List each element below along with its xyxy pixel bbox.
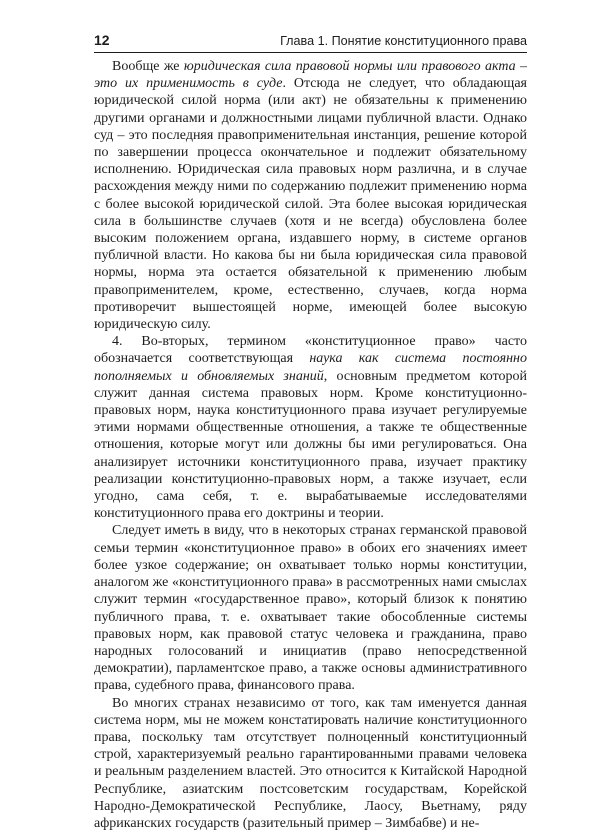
paragraph-1-text-before: Вообще же — [112, 59, 184, 74]
paragraph-2-text-after: , основным предметом которой служит данная система правовых норм. Кроме конституционно-правовых норм, наука конституционного права изучает регулируемые этими нормами общественные отношения, а также те общественные отношения, которые могут или должны бы ими регулироваться. Она анализирует источники конституционного права, изучает практику реализации конституционно-правовых норм, а также изучает, если угодно, сама себя, т. е. вырабатываемые исследователями конституционного права его доктрины и теории. — [94, 368, 528, 522]
page-header — [94, 30, 527, 53]
body-text — [94, 58, 527, 832]
paragraph-3-text: Следует иметь в виду, что в некоторых странах германской правовой семьи термин «конституционное право» в обоих его значениях имеет более узкое содержание; он охватывает только нормы конституции, аналогом же «конституционного права» в рассмотренных нами смыслах служит термин «государственное право», который близок к понятию публичного права, т. е. охватывает такие обособленные системы правовых норм, как правовой статус человека и гражданина, право народных голосований и инициатив (право непосредственной демократии), парламентское право, а также основы административного права, судебного права, финансового права. — [94, 523, 527, 694]
paragraph-4 — [94, 695, 527, 832]
page-number: 12 — [94, 32, 110, 48]
paragraph-2-text-before: 4. Во-вторых, термином «конституционное право» часто обозначается соответствующая — [94, 334, 527, 367]
paragraph-1-text-after: . Отсюда не следует, что обладающая юридической силой норма (или акт) не обязательны к применению другими органами и должностными лицами публичной власти. Однако суд – это последняя правоприменительная инстанция, решение которой по завершении процесса окончательное и подлежит обязательному исполнению. Юридическая сила правовых норм различна, и в случае расхождения между ними по содержанию подлежит применению норма с более высокой юридической силой. Эта более высокая юридическая сила в большинстве случаев (хотя и не всегда) обусловлена более высоким положением органа, издавшего норму, в системе органов публичной власти. Но какова бы ни была юридическая сила правовой нормы, норма эта остается обязательной к применению любым правоприменителем, кроме, естественно, случаев, когда норма противоречит вышестоящей норме, имеющей более высокую юридическую силу. — [94, 76, 527, 333]
paragraph-2-emphasis: наука как система постоянно пополняемых и обновляемых знаний — [94, 351, 527, 384]
paragraph-1-emphasis: юридическая сила правовой нормы или правового акта – это их применимость в суде — [94, 59, 527, 92]
running-title: Глава 1. Понятие конституционного права — [280, 34, 527, 48]
paragraph-4-text: Во многих странах независимо от того, как там именуется данная система норм, мы не можем констатировать наличие конституционного права, поскольку там отсутствует полноценный конституционный строй, характеризуемый реально гарантированными правами человека и реальным разделением властей. Это относится к Китайской Народной Республике, азиатским постсоветским государствам, Корейской Народно-Демократической Республике, Лаосу, Вьетнаму, ряду африканских государств (разительный пример – Зимбабве) и не- — [94, 695, 527, 831]
paragraph-1 — [94, 58, 527, 333]
paragraph-2 — [94, 333, 527, 522]
paragraph-3 — [94, 522, 527, 694]
